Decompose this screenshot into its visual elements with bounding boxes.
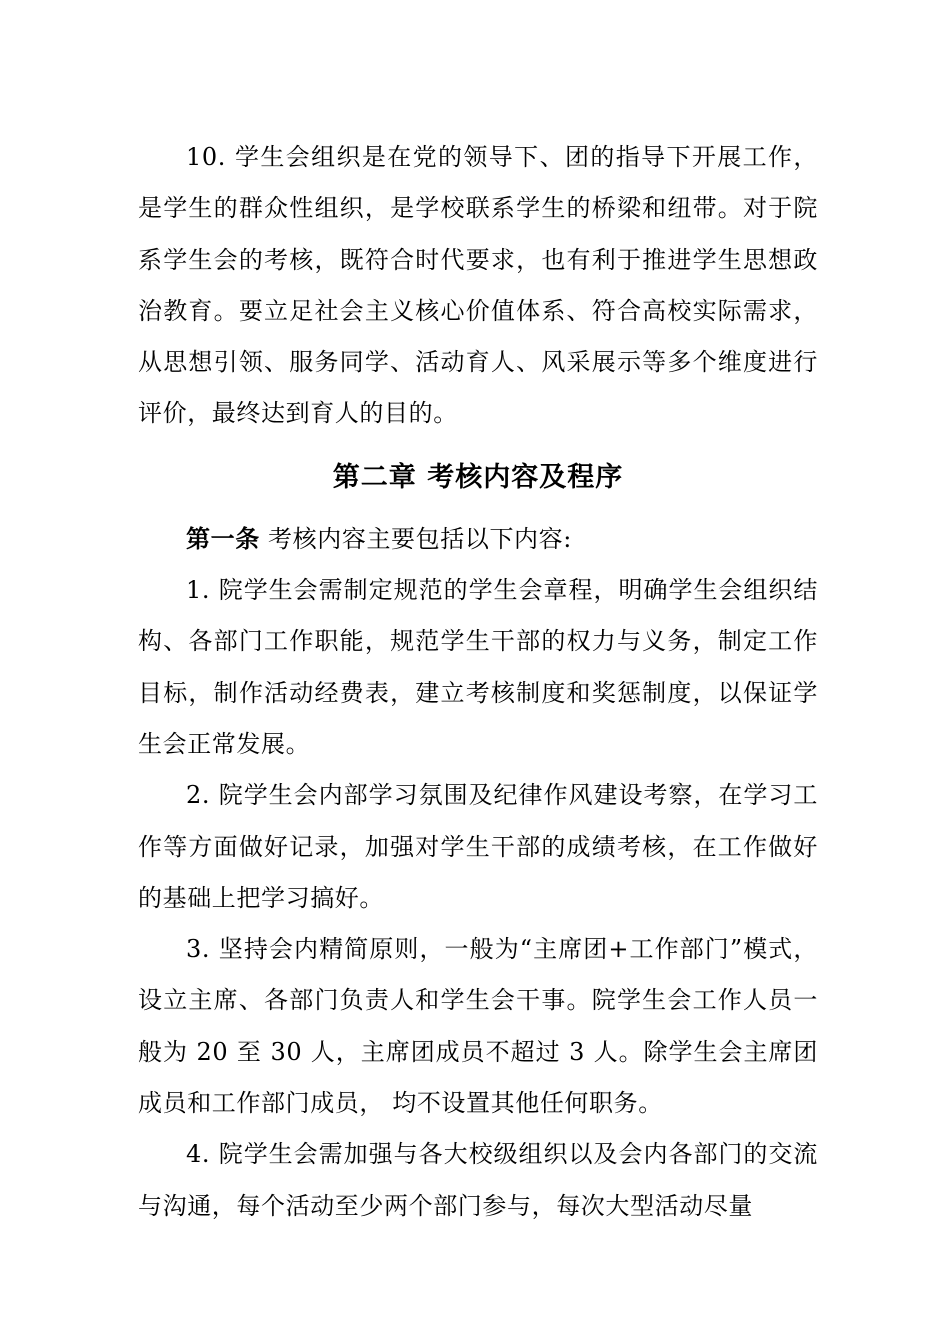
article-one-paragraph <box>138 514 818 565</box>
article-text: 考核内容主要包括以下内容: <box>259 524 572 553</box>
document-body <box>138 132 818 1232</box>
paragraph-item-10: 10. 学生会组织是在党的领导下、团的指导下开展工作，是学生的群众性组织，是学校联系学生的桥梁和纽带。对于院系学生会的考核，既符合时代要求，也有利于推进学生思想政治教育。要立足社会主义核心价值体系、符合高校实际需求，从思想引领、服务同学、活动育人、风采展示等多个维度进行评价，最终达到育人的目的。 <box>138 143 818 428</box>
list-item-3: 3. 坚持会内精简原则，一般为“主席团+工作部门”模式，设立主席、各部门负责人和学生会干事。院学生会工作人员一般为 20 至 30 人，主席团成员不超过 3 人。除学生会主席团成员和工作部门成员， 均不设置其他任何职务。 <box>138 935 818 1118</box>
list-item-2: 2. 院学生会内部学习氛围及纪律作风建设考察，在学习工作等方面做好记录，加强对学生干部的成绩考核，在工作做好的基础上把学习搞好。 <box>138 781 818 912</box>
article-label: 第一条 <box>186 524 260 553</box>
list-item-1: 1. 院学生会需制定规范的学生会章程，明确学生会组织结构、各部门工作职能，规范学生干部的权力与义务，制定工作目标，制作活动经费表，建立考核制度和奖惩制度，以保证学生会正常发展。 <box>138 576 818 758</box>
list-item-4: 4. 院学生会需加强与各大校级组织以及会内各部门的交流与沟通，每个活动至少两个部门参与，每次大型活动尽量 <box>138 1140 818 1220</box>
chapter-title: 第二章 考核内容及程序 <box>332 461 624 493</box>
